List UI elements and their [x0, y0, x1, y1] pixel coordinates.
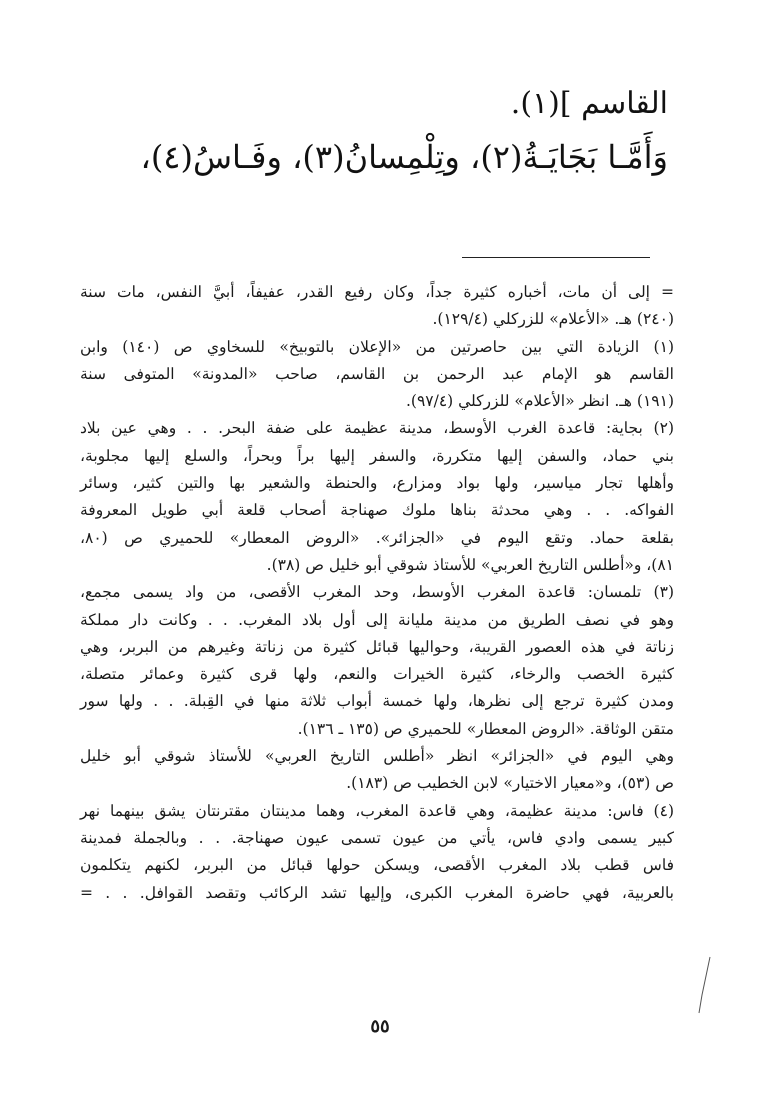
footnote-divider — [462, 257, 650, 258]
footnote-line: بني حماد، والسفن إليها متكررة، والسفر إليها براً وبحراً، والسلع إليها مجلوبة، — [80, 446, 674, 465]
footnote-line: كبير يسمى وادي فاس، يأتي من عيون تسمى عيون صهناجة. . . وبالجملة فمدينة — [80, 828, 674, 847]
footnote-line: (١٩١) هـ. انظر «الأعلام» للزركلي (٩٧/٤). — [405, 392, 674, 411]
footnote-line: متقن الوثاقة. «الروض المعطار» للحميري ص (١٣٥ ـ ١٣٦). — [297, 719, 674, 738]
footnote-line: فاس قطب بلاد المغرب الأقصى، ويسكن حولها قبائل من البربر، لكنهم يتكلمون — [80, 856, 674, 875]
footnote-4 — [80, 798, 674, 907]
footnote-line: ٨١)، و«أطلس التاريخ العربي» للأستاذ شوقي أبو خليل ص (٣٨). — [266, 555, 674, 574]
page-number: ٥٥ — [370, 1016, 390, 1037]
footnote-line: وهي اليوم في «الجزائر» انظر «أطلس التاريخ العربي» للأستاذ شوقي أبو خليل — [80, 747, 674, 766]
footnote-line: وهو في نصف الطريق من مدينة مليانة إلى أول بلاد المغرب. . . وكانت دار مملكة — [80, 610, 674, 629]
footnote-line: (٣) تلمسان: قاعدة المغرب الأوسط، وحد المغرب الأقصى، من واد يسمى مجمع، — [80, 583, 674, 602]
footnote-line: بقلعة حماد. وتقع اليوم في «الجزائر». «الروض المعطار» للحميري ص (٨٠، — [80, 528, 674, 547]
footnote-line: زناتة في هذه العصور القريبة، وحواليها قبائل كثيرة من زناتة وغيرهم من البربر، وهي — [80, 637, 674, 656]
footnote-continuation — [80, 279, 674, 334]
footnote-line: = إلى أن مات، أخباره كثيرة جداً، وكان رفيع القدر، عفيفاً، أبيَّ النفس، مات سنة — [80, 283, 674, 301]
footnote-3 — [80, 579, 674, 797]
footnote-line: القاسم هو الإمام عبد الرحمن بن القاسم، صاحب «المدونة» المتوفى سنة — [80, 364, 674, 383]
footnote-line: (٢٤٠) هـ. «الأعلام» للزركلي (١٢٩/٤). — [432, 310, 674, 329]
footnote-line: (٤) فاس: مدينة عظيمة، وهي قاعدة المغرب، وهما مدينتان مقترنتان يشق بينهما نهر — [80, 801, 674, 820]
footnote-line: ومدن كثيرة ترجع إلى نظرها، ولها خمسة أبواب ثلاثة منها في القِبلة. . . ولها سور — [80, 692, 674, 711]
footnote-line: بالعربية، فهي حاضرة المغرب الكبرى، وإليها تشد الركائب وتقصد القوافل. . . = — [80, 883, 674, 902]
footnotes — [80, 279, 674, 907]
footnote-line: (٢) بجاية: قاعدة الغرب الأوسط، مدينة عظيمة على ضفة البحر. . . وهي عين بلاد — [80, 419, 674, 438]
footnote-line: كثيرة الخصب والرخاء، كثيرة الخيرات والنعم، ولها قرى كثيرة وعمائر متصلة، — [80, 665, 674, 684]
main-text-line-1: القاسم ](١). — [510, 86, 668, 121]
footnote-line: ص (٥٣)، و«معيار الاختيار» لابن الخطيب ص (١٨٣). — [346, 774, 674, 793]
footnote-2 — [80, 415, 674, 579]
footnote-line: وأهلها تجار مياسير، ولها بواد ومزارع، والحنطة والشعير بها والتين كثير، وسائر — [80, 474, 674, 493]
footnote-line: الفواكه. . . وهي محدثة بناها ملوك صهناجة أصحاب قلعة أبي طويل المعروفة — [80, 501, 674, 520]
margin-pencil-mark — [690, 955, 730, 1015]
footnote-line: (١) الزيادة التي بين حاصرتين من «الإعلان بالتوبيخ» للسخاوي ص (١٤٠) وابن — [80, 337, 674, 356]
footnote-1 — [80, 334, 674, 416]
main-text-line-2: وَأَمَّـا بَجَايَـةُ(٢)، وتِلْمِسانُ(٣)، وفَـاسُ(٤)، — [140, 138, 668, 176]
